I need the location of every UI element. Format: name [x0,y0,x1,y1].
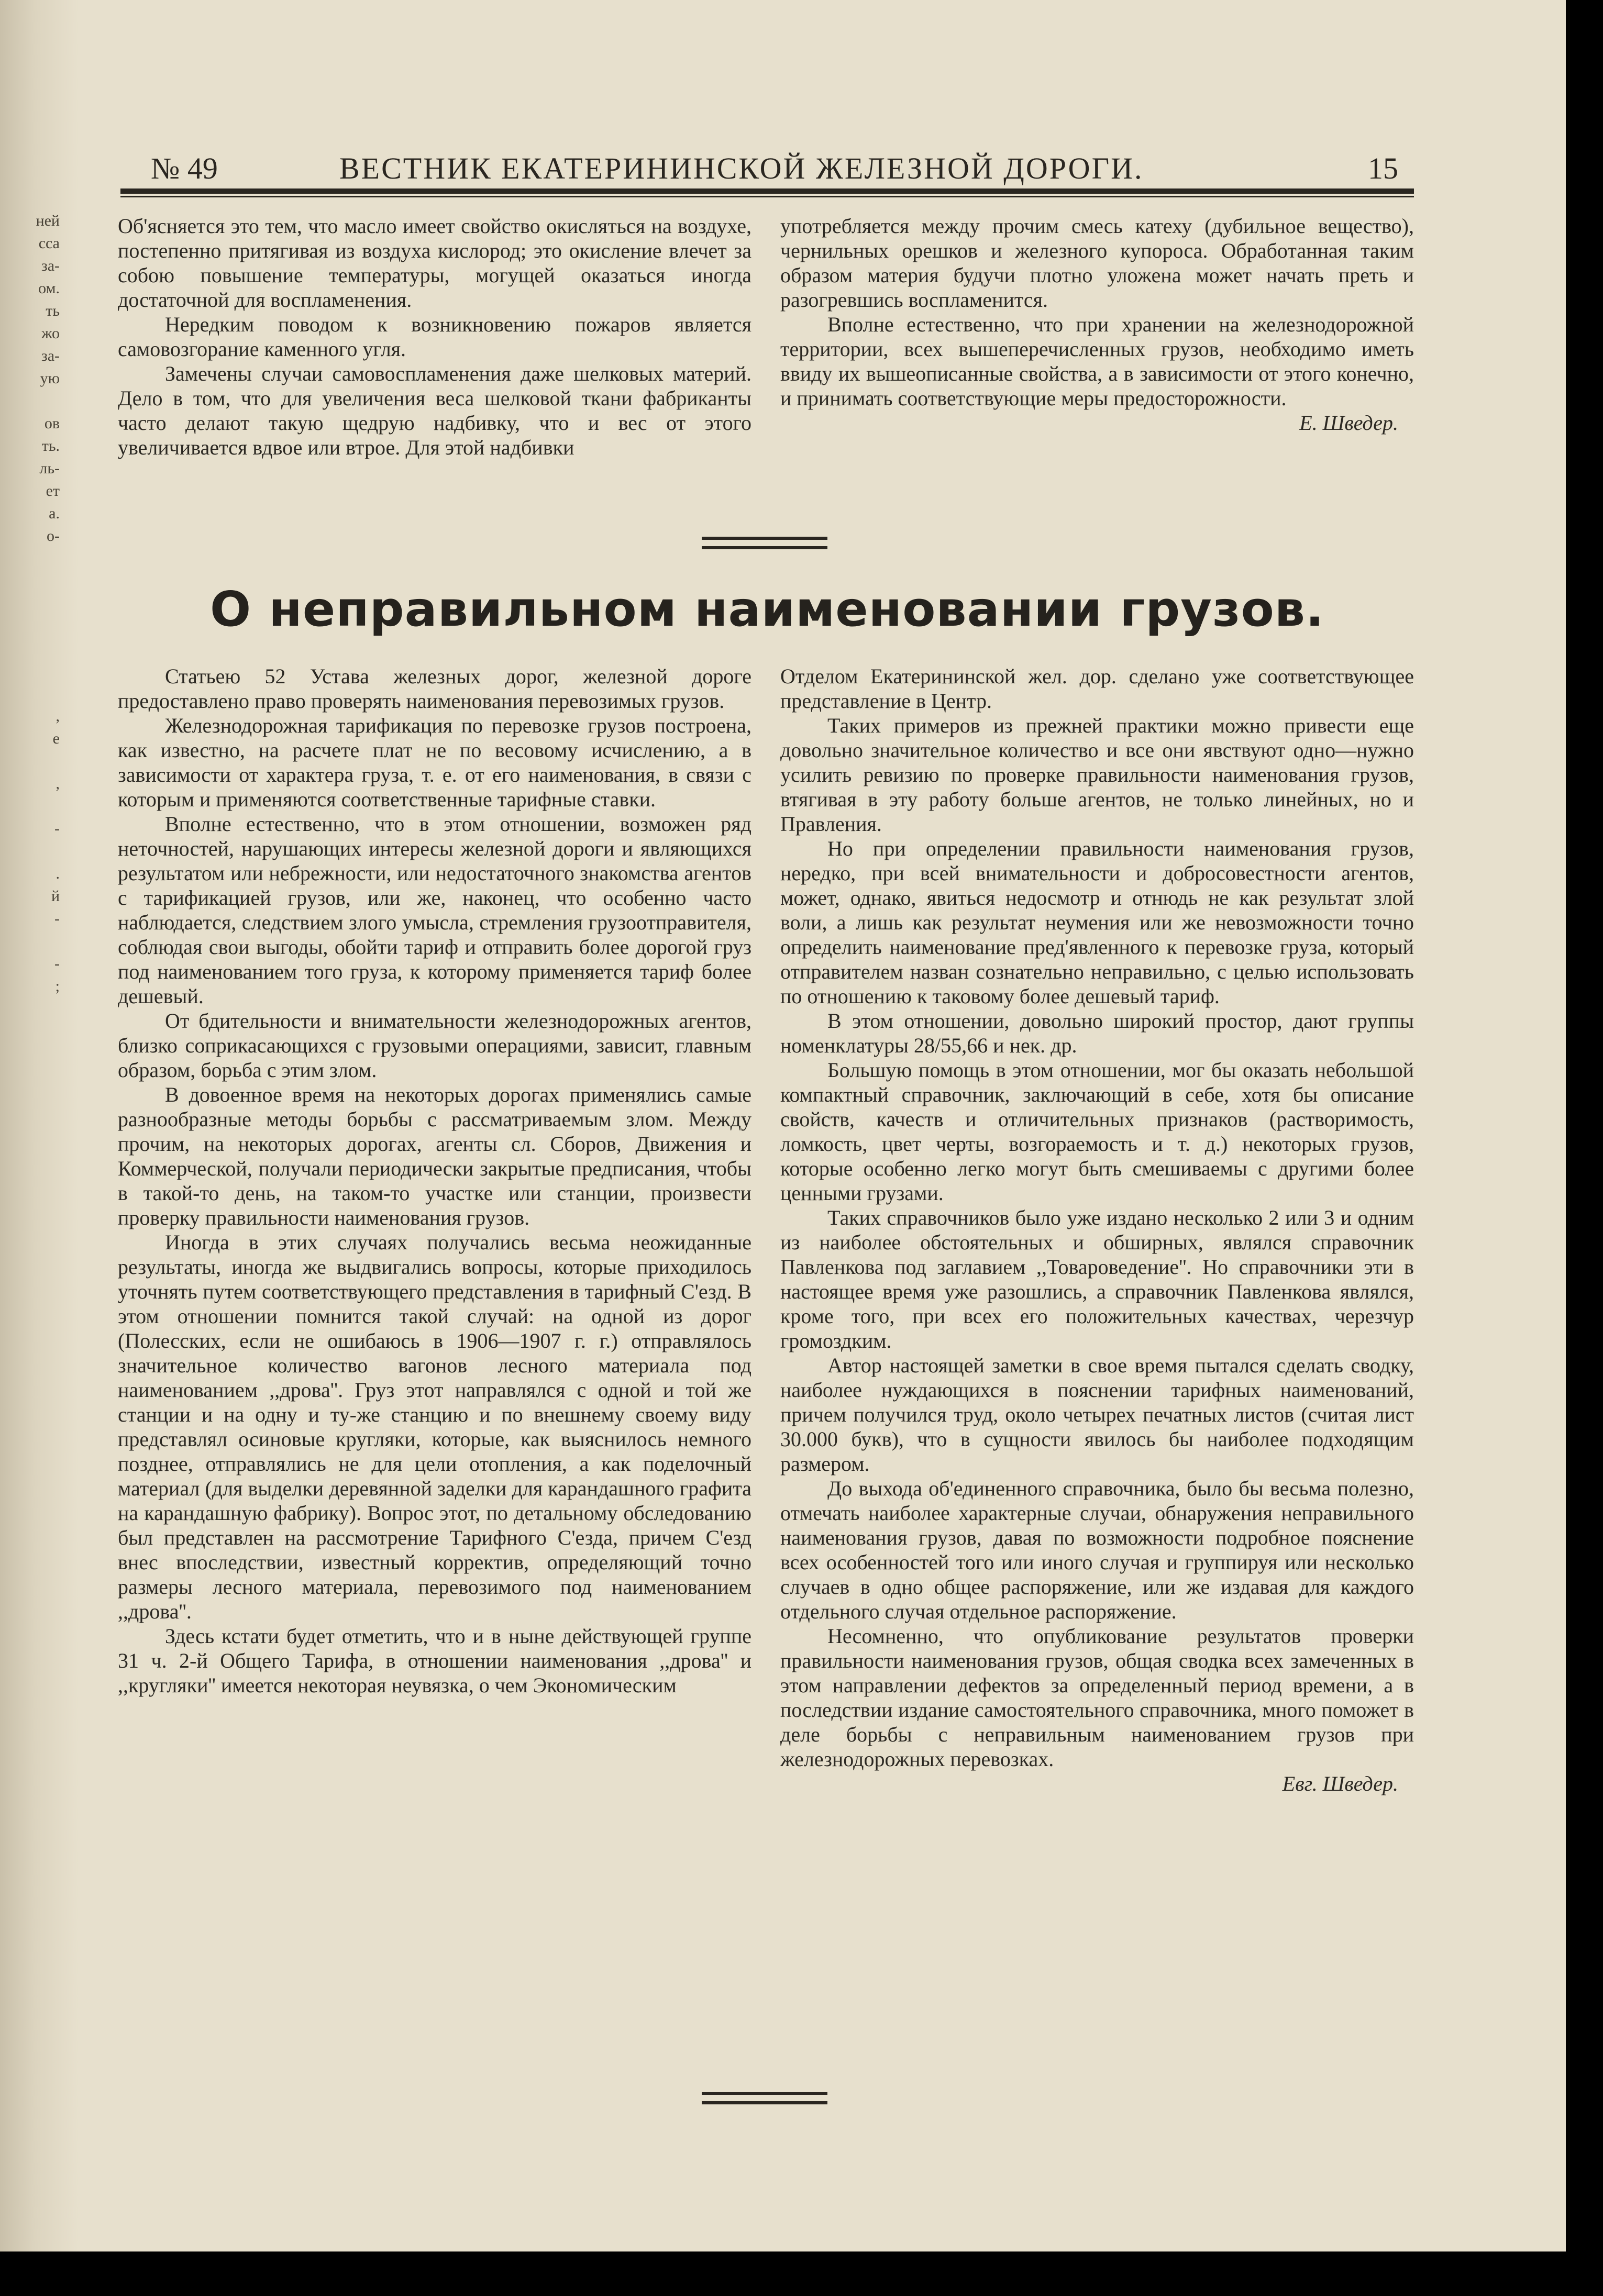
paragraph: Автор настоящей заметки в свое время пытался сделать сводку, наиболее нуждающихся в пояснении тарифных наименований, причем получился труд, около четырех печатных листов (считая лист 30.000 букв), что в сущности явилось бы наиболее подходящим размером. [780,1354,1414,1476]
gutter-fragment [0,570,62,592]
paragraph: Нередким поводом к возникновению пожаров является самовозгорание каменного угля. [118,313,751,361]
gutter-fragment [0,660,62,682]
paragraph: Таких примеров из прежней практики можно привести еще довольно значительное количество и все они явствуют одно—нужно усилить ревизию по проверке правильности наименования грузов, втягивая в эту работу больше агентов, не только линейных, но и Правления. [780,714,1414,836]
gutter-fragment [0,840,62,862]
gutter-fragment: ; [55,978,60,995]
gutter-fragment [0,682,62,705]
gutter-fragment [0,547,62,570]
gutter-fragment [0,390,62,412]
gutter-fragment: за- [41,347,60,364]
paragraph: Здесь кстати будет отметить, что и в ныне действующей группе 31 ч. 2-й Общего Тарифа, в отношении наименования ,,дрова'' и ,,кругляки'' имеется некоторая неувязка, о чем Экономическим [118,1624,751,1697]
paragraph: Вполне естественно, что при хранении на железнодорожной территории, всех вышеперечисленных грузов, необходимо иметь ввиду их вышеописанные свойства, а в зависимости от этого конечно, и принимать соответствующие меры предосторожности. [780,313,1414,410]
paragraph: Но при определении правильности наименования грузов, нередко, при всей внимательности и добросовестности агентов, может, однако, явиться недосмотр и отнюдь не как результат злой воли, а лишь как результат неумения или же невозможности точно определить наименование пред'явленного к перевозке груза, который отправителем назван сознательно неправильно, с целью использовать по отношению к таковому более дешевый тариф. [780,837,1414,1008]
gutter-fragment: . [56,865,60,882]
gutter-fragment: ть. [41,437,60,454]
gutter-fragment: ую [40,370,60,387]
gutter-fragment: е [52,730,60,747]
gutter-fragment: ом. [38,280,60,297]
running-head [140,151,1414,187]
gutter-fragment [0,795,62,817]
gutter-fragment: жо [41,325,60,342]
article1-left-column [118,214,751,460]
gutter-fragment: ть [46,302,60,319]
gutter-fragment: ов [44,415,60,432]
gutter-fragment [0,750,62,772]
gutter-fragment [0,615,62,637]
gutter-fragment: - [54,910,60,927]
article2-right-column [780,664,1414,1796]
author-signature: Е. Шведер. [1299,411,1398,435]
gutter-fragment [0,637,62,660]
paragraph: От бдительности и внимательности железнодорожных агентов, близко соприкасающихся с грузовыми операциями, зависит, главным образом, борьба с этим злом. [118,1009,751,1082]
gutter-fragment: сса [38,235,60,252]
header-rule-thin [120,196,1414,197]
paragraph: Отделом Екатерининской жел. дор. сделано уже соответствующее представление в Центр. [780,664,1414,713]
paragraph: До выхода об'единенного справочника, было бы весьма полезно, отмечать наиболее характерные случаи, обнаружения неправильного наименования грузов, давая по возможности подробное пояснение всех особенностей того или иного случая и группируя или несколько случаев в одно общее распоряжение, или же издавая для каждого отдельного случая отдельное распоряжение. [780,1477,1414,1623]
paragraph: Вполне естественно, что в этом отношении, возможен ряд неточностей, нарушающих интересы железной дороги и являющихся результатом или небрежности, или недостаточного знакомства агентов с тарификацией грузов, или же, наконец, что особенно часто наблюдается, следствием злого умысла, стремления грузоотправителя, соблюдая свои выгоды, обойти тариф и отправить более дорогой груз под наименованием того груза, к которому применяется тариф более дешевый. [118,812,751,1008]
gutter-fragment [0,592,62,615]
paragraph: Статьею 52 Устава железных дорог, железной дороге предоставлено право проверять наименования перевозимых грузов. [118,664,751,713]
paragraph: Таких справочников было уже издано несколько 2 или 3 и одним из наиболее обстоятельных и обширных, являлся справочник Павленкова под заглавием ,,Товароведение''. Но справочники эти в настоящее время уже разошлись, а справочник Павленкова являлся, кроме того, при всех его положительных качествах, черезчур громоздким. [780,1206,1414,1352]
paragraph: В довоенное время на некоторых дорогах применялись самые разнообразные методы борьбы с рассматриваемым злом. Между прочим, на некоторых дорогах, агенты сл. Сборов, Движения и Коммерческой, получали периодически закрытые предписания, чтобы в такой-то день, на таком-то участке или станции, произвести проверку правильности наименования грузов. [118,1083,751,1229]
paragraph: Замечены случаи самовоспламенения даже шелковых материй. Дело в том, что для увеличения веса шелковой ткани фабриканты часто делают такую щедрую надбивку, что и вес от этого увеличивается вдвое или втрое. Для этой надбивки [118,362,751,459]
gutter-fragment: ль- [39,460,60,477]
paragraph: В этом отношении, довольно широкий простор, дают группы номенклатуры 28/55,66 и нек. др. [780,1009,1414,1057]
journal-title: ВЕСТНИК ЕКАТЕРИНИНСКОЙ ЖЕЛЕЗНОЙ ДОРОГИ. [339,151,1144,185]
gutter-fragment: - [54,955,60,972]
separator-rule [702,537,827,540]
gutter-fragment: й [51,888,60,905]
gutter-fragment: ней [36,212,60,229]
paragraph: Иногда в этих случаях получались весьма неожиданные результаты, иногда же выдвигались вопросы, которые приходилось уточнять путем соответствующего представления в тарифный С'езд. В этом отношении помнится такой случай: на одной из дорог (Полесских, если не ошибаюсь в 1906—1907 г. г.) отправлялось значительное количество вагонов лесного материала под наименованием ,,дрова''. Груз этот направлялся с одной и той же станции и на одну и ту-же станцию и по внешнему своему виду представлял осиновые кругляки, которые, как выяснилось немного позднее, отправлялись не для цели отопления, а как поделочный материал (для выделки деревянной заделки для карандашного графита на карандашную фабрику). Вопрос этот, по детальному обследованию был представлен на рассмотрение Тарифного С'езда, причем С'езд внес впоследствии, известный корректив, определяющий точно размеры лесного материала, перевозимого под наименованием ,,дрова''. [118,1230,751,1623]
gutter-fragment: за- [41,257,60,274]
gutter-fragment: о- [47,527,60,545]
article2-left-column [118,664,751,1698]
gutter-fragment: , [56,775,60,792]
gutter-fragment: , [56,707,60,725]
paragraph: Большую помощь в этом отношении, мог бы оказать небольшой компактный справочник, заключающий в себе, хотя бы описание свойств, качеств и отличительных признаков (растворимость, ломкость, цвет черты, возгораемость и т. д.) некоторых грузов, которые особенно легко могут быть смешиваемы с другими более ценными грузами. [780,1058,1414,1205]
article1-right-column [780,214,1414,435]
article-title: О неправильном наименовании грузов. [210,581,1324,637]
gutter-fragment: ет [46,482,60,500]
issue-number: № 49 [151,151,218,185]
separator-rule-bottom [702,2101,827,2104]
previous-page-edge [0,0,62,2251]
author-signature: Евг. Шведер. [1282,1772,1398,1795]
header-rule [120,188,1414,194]
paragraph: Об'ясняется это тем, что масло имеет свойство окисляться на воздухе, постепенно притягивая из воздуха кислород; это окисление влечет за собою повышение температуры, могущей оказаться иногда достаточной для воспламенения. [118,214,751,312]
separator-rule [702,546,827,549]
paragraph: Железнодорожная тарификация по перевозке грузов построена, как известно, на расчете плат не по весовому исчислению, а в зависимости от характера груза, т. е. от его наименования, в связи с которым и применяются соответственные тарифные ставки. [118,714,751,811]
gutter-fragment: а. [49,505,60,522]
paragraph: Несомненно, что опубликование результатов проверки правильности наименования грузов, общая сводка всех замеченных в этом направлении дефектов за определенный период времени, а в последствии издание самостоятельного справочника, много поможет в деле борьбы с неправильным наименованием грузов при железнодорожных перевозках. [780,1624,1414,1771]
gutter-fragment: - [54,820,60,837]
page-number: 15 [1368,151,1398,185]
gutter-fragment [0,930,62,952]
separator-rule-bottom [702,2092,827,2095]
paragraph: употребляется между прочим смесь катеху (дубильное вещество), чернильных орешков и железного купороса. Обработанная таким образом материя будучи плотно уложена может начать преть и разогревшись воспламенится. [780,214,1414,312]
